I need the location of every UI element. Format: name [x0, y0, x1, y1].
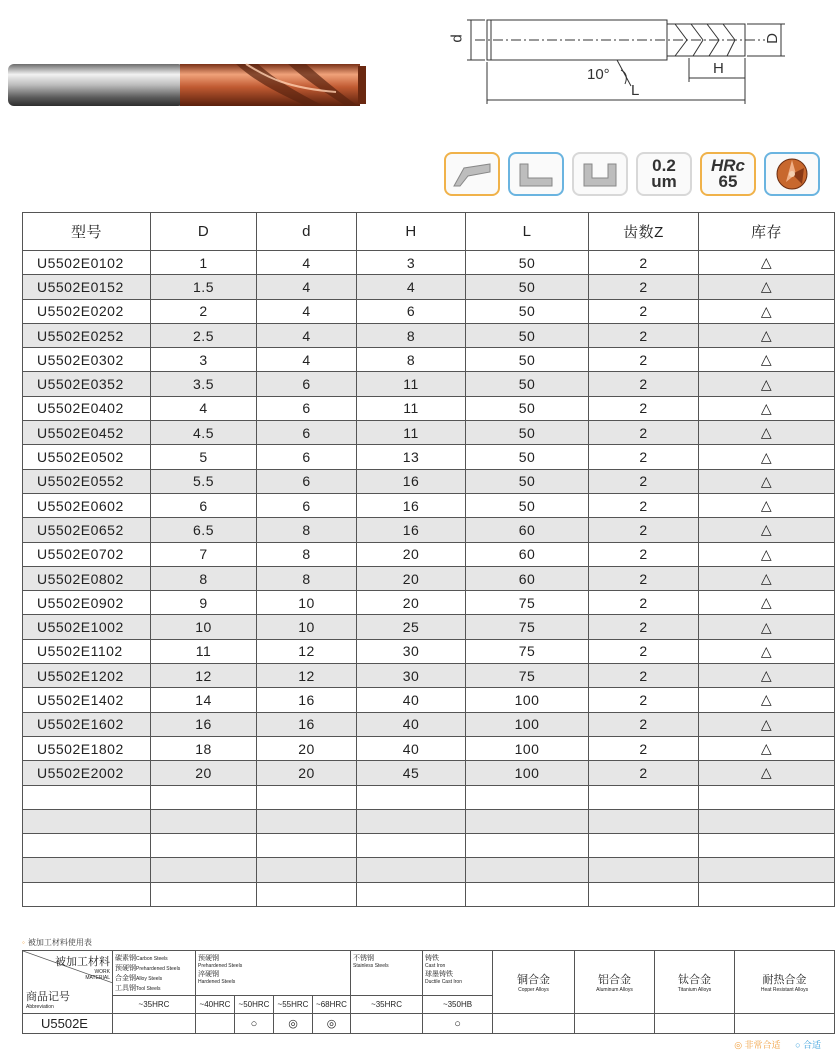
pocket-profile-icon [572, 152, 628, 196]
product-code: U5502E [23, 1014, 113, 1034]
table-cell: 3 [151, 348, 257, 372]
table-cell: 40 [357, 688, 466, 712]
table-cell: 2 [589, 615, 699, 639]
table-cell: △ [699, 518, 835, 542]
table-cell: △ [699, 591, 835, 615]
table-cell: 11 [357, 421, 466, 445]
table-cell: U5502E2002 [23, 761, 151, 785]
table-row [23, 445, 835, 469]
material-stainless: 不锈钢 Stainless Steels [351, 951, 423, 996]
spec-body [23, 251, 835, 907]
hrc-cell: ~40HRC [196, 996, 235, 1014]
table-cell: 20 [257, 761, 357, 785]
table-cell: 40 [357, 736, 466, 760]
table-cell: U5502E0802 [23, 566, 151, 590]
tolerance-icon [636, 152, 692, 196]
material-suitability-row [23, 1014, 835, 1034]
table-cell-empty [589, 785, 699, 809]
table-cell: U5502E1002 [23, 615, 151, 639]
material-carbon: 碳素钢Carbon Steels 预硬钢Prehardened Steels 合金钢Alloy Steels 工具钢Tool Steels [113, 951, 196, 996]
table-cell: 2 [589, 299, 699, 323]
hrc-cell: ~35HRC [113, 996, 196, 1014]
table-cell: 6 [357, 299, 466, 323]
suitability-mark [735, 1014, 835, 1034]
table-cell-empty [357, 858, 466, 882]
table-cell: 6 [257, 445, 357, 469]
material-corner-cell [23, 951, 113, 1014]
table-cell: 1 [151, 251, 257, 275]
coating-icon [764, 152, 820, 196]
suitability-mark: ○ [423, 1014, 493, 1034]
material-caption: ◦ 被加工材料使用表 [22, 938, 92, 947]
table-cell: 8 [257, 542, 357, 566]
table-cell: U5502E0652 [23, 518, 151, 542]
table-cell: U5502E0102 [23, 251, 151, 275]
table-cell-empty [589, 882, 699, 906]
table-cell: 60 [466, 518, 589, 542]
table-row-empty [23, 785, 835, 809]
table-cell: △ [699, 615, 835, 639]
table-cell: 16 [257, 712, 357, 736]
table-cell: 20 [257, 736, 357, 760]
table-cell-empty [257, 882, 357, 906]
table-cell: 12 [151, 664, 257, 688]
table-cell: 6 [257, 493, 357, 517]
table-cell: 75 [466, 639, 589, 663]
material-aluminum: 铝合金 Aluminum Alloys [575, 951, 655, 1014]
table-row [23, 736, 835, 760]
header-H: H [357, 213, 466, 251]
table-cell: 50 [466, 275, 589, 299]
table-cell: 2 [589, 712, 699, 736]
table-cell-empty [699, 785, 835, 809]
corner-material-en2: MATERIAL [85, 975, 110, 981]
table-cell-empty [23, 834, 151, 858]
table-cell: 2 [589, 251, 699, 275]
table-cell: 8 [357, 348, 466, 372]
table-cell: 6 [257, 396, 357, 420]
table-cell: 50 [466, 493, 589, 517]
table-row [23, 323, 835, 347]
table-cell: 2 [589, 445, 699, 469]
table-cell: 50 [466, 372, 589, 396]
table-row-empty [23, 834, 835, 858]
corner-material-en1: WORK [94, 969, 110, 975]
hrc-cell: ~68HRC [313, 996, 351, 1014]
header-flutes: 齿数Z [589, 213, 699, 251]
table-cell-empty [151, 809, 257, 833]
dim-D-label: D [763, 33, 781, 44]
table-cell-empty [466, 858, 589, 882]
table-cell: U5502E0602 [23, 493, 151, 517]
table-row [23, 761, 835, 785]
suitability-mark [351, 1014, 423, 1034]
table-cell: △ [699, 761, 835, 785]
table-cell: 8 [357, 323, 466, 347]
table-cell: △ [699, 542, 835, 566]
table-cell: 75 [466, 591, 589, 615]
table-cell: △ [699, 421, 835, 445]
table-cell-empty [151, 785, 257, 809]
table-cell: 100 [466, 761, 589, 785]
table-cell: U5502E1602 [23, 712, 151, 736]
table-cell: 5 [151, 445, 257, 469]
table-row [23, 591, 835, 615]
suitability-mark: ○ [235, 1014, 274, 1034]
table-cell-empty [589, 858, 699, 882]
hardness-unit: HRc [710, 156, 745, 175]
table-cell: △ [699, 736, 835, 760]
table-row [23, 664, 835, 688]
suitability-mark [575, 1014, 655, 1034]
table-cell: 50 [466, 421, 589, 445]
table-cell-empty [357, 785, 466, 809]
table-cell: △ [699, 299, 835, 323]
header-D: D [151, 213, 257, 251]
table-row [23, 615, 835, 639]
table-cell: 3 [357, 251, 466, 275]
table-cell: 2 [589, 493, 699, 517]
table-cell: 10 [257, 615, 357, 639]
table-cell: 50 [466, 251, 589, 275]
table-cell: 2 [589, 372, 699, 396]
table-cell: 4.5 [151, 421, 257, 445]
table-cell: 75 [466, 664, 589, 688]
slot-profile-icon [444, 152, 500, 196]
table-cell: U5502E0402 [23, 396, 151, 420]
table-cell-empty [589, 834, 699, 858]
table-cell: U5502E0202 [23, 299, 151, 323]
table-cell: 10 [257, 591, 357, 615]
table-cell-empty [699, 858, 835, 882]
table-cell: 1.5 [151, 275, 257, 299]
suitability-mark [196, 1014, 235, 1034]
table-cell-empty [151, 834, 257, 858]
table-cell: △ [699, 445, 835, 469]
table-cell: 50 [466, 348, 589, 372]
table-cell: 2 [589, 566, 699, 590]
table-cell: 2 [589, 542, 699, 566]
table-cell-empty [257, 834, 357, 858]
table-cell: 60 [466, 542, 589, 566]
table-cell: 50 [466, 323, 589, 347]
table-cell: 12 [257, 664, 357, 688]
table-cell: 2 [589, 639, 699, 663]
table-cell: △ [699, 251, 835, 275]
table-cell: 100 [466, 688, 589, 712]
table-cell: 4 [257, 275, 357, 299]
spec-table [22, 212, 835, 907]
table-cell-empty [23, 785, 151, 809]
table-cell: 2 [589, 469, 699, 493]
table-cell: 11 [357, 396, 466, 420]
table-cell-empty [466, 882, 589, 906]
header-stock: 库存 [699, 213, 835, 251]
table-cell-empty [357, 882, 466, 906]
table-cell: U5502E1402 [23, 688, 151, 712]
table-row [23, 542, 835, 566]
table-cell: 2 [589, 518, 699, 542]
suitability-mark [655, 1014, 735, 1034]
table-row [23, 493, 835, 517]
table-cell: 30 [357, 664, 466, 688]
table-row [23, 251, 835, 275]
table-cell: 50 [466, 469, 589, 493]
legend-very-suitable: ◎ 非常合适 [734, 1040, 781, 1050]
table-cell: 30 [357, 639, 466, 663]
table-cell: 6 [257, 421, 357, 445]
table-cell: 2 [589, 396, 699, 420]
suitability-legend [734, 1038, 821, 1051]
suitability-mark: ◎ [313, 1014, 351, 1034]
table-cell: 2 [589, 761, 699, 785]
table-cell-empty [699, 809, 835, 833]
table-cell: 2.5 [151, 323, 257, 347]
table-cell-empty [23, 858, 151, 882]
table-cell: 4 [151, 396, 257, 420]
feature-icons [444, 152, 820, 196]
table-cell-empty [466, 809, 589, 833]
table-cell-empty [699, 882, 835, 906]
table-cell: 50 [466, 299, 589, 323]
table-cell: 100 [466, 712, 589, 736]
table-cell: 45 [357, 761, 466, 785]
table-cell: U5502E1802 [23, 736, 151, 760]
table-cell: 6 [257, 469, 357, 493]
legend-suitable: ○ 合适 [795, 1040, 821, 1050]
table-row-empty [23, 882, 835, 906]
suitability-mark [113, 1014, 196, 1034]
dim-d-label: d [448, 34, 466, 43]
material-heat-resistant: 耐热合金 Heat Resistant Alloys [735, 951, 835, 1014]
table-cell: U5502E1102 [23, 639, 151, 663]
table-cell-empty [466, 834, 589, 858]
table-cell: 4 [357, 275, 466, 299]
table-cell: 13 [357, 445, 466, 469]
table-row [23, 688, 835, 712]
table-row-empty [23, 858, 835, 882]
table-cell-empty [151, 882, 257, 906]
table-cell: 7 [151, 542, 257, 566]
table-row [23, 372, 835, 396]
table-cell-empty [589, 809, 699, 833]
table-cell: △ [699, 712, 835, 736]
material-table [22, 950, 835, 1034]
material-copper: 铜合金 Copper Alloys [493, 951, 575, 1014]
end-mill-dimension-drawing [445, 8, 805, 108]
table-cell: 6.5 [151, 518, 257, 542]
suitability-mark [493, 1014, 575, 1034]
table-cell: 4 [257, 348, 357, 372]
table-cell: 16 [357, 518, 466, 542]
table-cell: △ [699, 372, 835, 396]
table-cell: U5502E0552 [23, 469, 151, 493]
dim-L-label: L [631, 82, 640, 99]
table-cell: 16 [257, 688, 357, 712]
table-cell: 8 [151, 566, 257, 590]
table-cell: 16 [357, 493, 466, 517]
hrc-cell: ~50HRC [235, 996, 274, 1014]
dim-angle-label: 10° [587, 66, 610, 83]
table-cell: 2 [589, 664, 699, 688]
material-cast-iron: 铸铁 Cast Iron 球墨铸铁 Ductile Cast Iron [423, 951, 493, 996]
table-cell: △ [699, 396, 835, 420]
table-row [23, 275, 835, 299]
table-cell-empty [466, 785, 589, 809]
spec-header-row [23, 213, 835, 251]
table-cell-empty [257, 809, 357, 833]
table-cell: 11 [357, 372, 466, 396]
tolerance-unit: um [651, 172, 677, 191]
table-cell: △ [699, 688, 835, 712]
table-cell: 3.5 [151, 372, 257, 396]
table-cell-empty [23, 809, 151, 833]
hrc-cell: ~350HB [423, 996, 493, 1014]
table-cell-empty [23, 882, 151, 906]
table-row [23, 469, 835, 493]
table-cell: 9 [151, 591, 257, 615]
table-row [23, 518, 835, 542]
table-cell: 8 [257, 566, 357, 590]
table-cell: U5502E0252 [23, 323, 151, 347]
suitability-mark: ◎ [274, 1014, 313, 1034]
table-cell: U5502E0352 [23, 372, 151, 396]
table-cell: 20 [357, 566, 466, 590]
tolerance-value: 0.2 [652, 156, 676, 175]
shoulder-profile-icon [508, 152, 564, 196]
dim-H-label: H [713, 60, 724, 77]
table-cell: 2 [589, 421, 699, 445]
table-cell: 10 [151, 615, 257, 639]
table-row [23, 299, 835, 323]
table-cell: 4 [257, 299, 357, 323]
table-cell-empty [357, 834, 466, 858]
table-cell: 50 [466, 445, 589, 469]
table-cell: 60 [466, 566, 589, 590]
table-cell: 50 [466, 396, 589, 420]
table-cell: 16 [151, 712, 257, 736]
table-row-empty [23, 809, 835, 833]
table-cell: 6 [257, 372, 357, 396]
table-cell: U5502E0302 [23, 348, 151, 372]
table-row [23, 348, 835, 372]
table-row [23, 396, 835, 420]
table-cell: 2 [589, 688, 699, 712]
table-cell: 2 [589, 591, 699, 615]
technical-drawing [445, 8, 805, 108]
table-cell: △ [699, 275, 835, 299]
table-cell: 12 [257, 639, 357, 663]
table-cell: U5502E0452 [23, 421, 151, 445]
table-cell: △ [699, 493, 835, 517]
table-cell: 2 [151, 299, 257, 323]
hrc-cell: ~55HRC [274, 996, 313, 1014]
table-row [23, 639, 835, 663]
table-cell: 40 [357, 712, 466, 736]
table-cell: 20 [357, 542, 466, 566]
corner-material-cn: 被加工材料 [55, 956, 110, 968]
corner-abbrev-en: Abbreviation [26, 1004, 54, 1010]
table-cell: 16 [357, 469, 466, 493]
table-cell: 8 [257, 518, 357, 542]
table-cell: 6 [151, 493, 257, 517]
material-titanium: 钛合金 Titanium Alloys [655, 951, 735, 1014]
table-cell: △ [699, 469, 835, 493]
header-d: d [257, 213, 357, 251]
table-cell-empty [257, 858, 357, 882]
table-cell: 4 [257, 323, 357, 347]
table-cell: 18 [151, 736, 257, 760]
table-cell: 2 [589, 348, 699, 372]
table-row [23, 712, 835, 736]
table-cell: U5502E0702 [23, 542, 151, 566]
table-cell: 4 [257, 251, 357, 275]
table-cell: 2 [589, 736, 699, 760]
table-cell-empty [357, 809, 466, 833]
corner-abbrev-cn: 商品记号 [26, 991, 70, 1003]
table-cell: △ [699, 348, 835, 372]
table-cell-empty [699, 834, 835, 858]
table-cell: △ [699, 639, 835, 663]
header-model: 型号 [23, 213, 151, 251]
table-cell: U5502E0502 [23, 445, 151, 469]
table-cell: 100 [466, 736, 589, 760]
table-cell: U5502E1202 [23, 664, 151, 688]
table-cell: U5502E0152 [23, 275, 151, 299]
table-cell: 20 [151, 761, 257, 785]
table-cell: △ [699, 566, 835, 590]
table-cell: △ [699, 323, 835, 347]
table-cell: 20 [357, 591, 466, 615]
hardness-value: 65 [718, 172, 738, 191]
hrc-cell: ~35HRC [351, 996, 423, 1014]
header-L: L [466, 213, 589, 251]
table-cell: 2 [589, 275, 699, 299]
table-cell-empty [151, 858, 257, 882]
table-cell: 11 [151, 639, 257, 663]
table-cell-empty [257, 785, 357, 809]
table-cell: U5502E0902 [23, 591, 151, 615]
table-cell: 14 [151, 688, 257, 712]
table-cell: △ [699, 664, 835, 688]
table-row [23, 421, 835, 445]
hardness-icon [700, 152, 756, 196]
material-prehardened: 预硬钢 Prehardened Steels 淬硬钢 Hardened Steels [196, 951, 351, 996]
table-cell: 25 [357, 615, 466, 639]
table-cell: 2 [589, 323, 699, 347]
table-row [23, 566, 835, 590]
end-mill-photo [6, 62, 368, 108]
table-cell: 5.5 [151, 469, 257, 493]
table-cell: 75 [466, 615, 589, 639]
